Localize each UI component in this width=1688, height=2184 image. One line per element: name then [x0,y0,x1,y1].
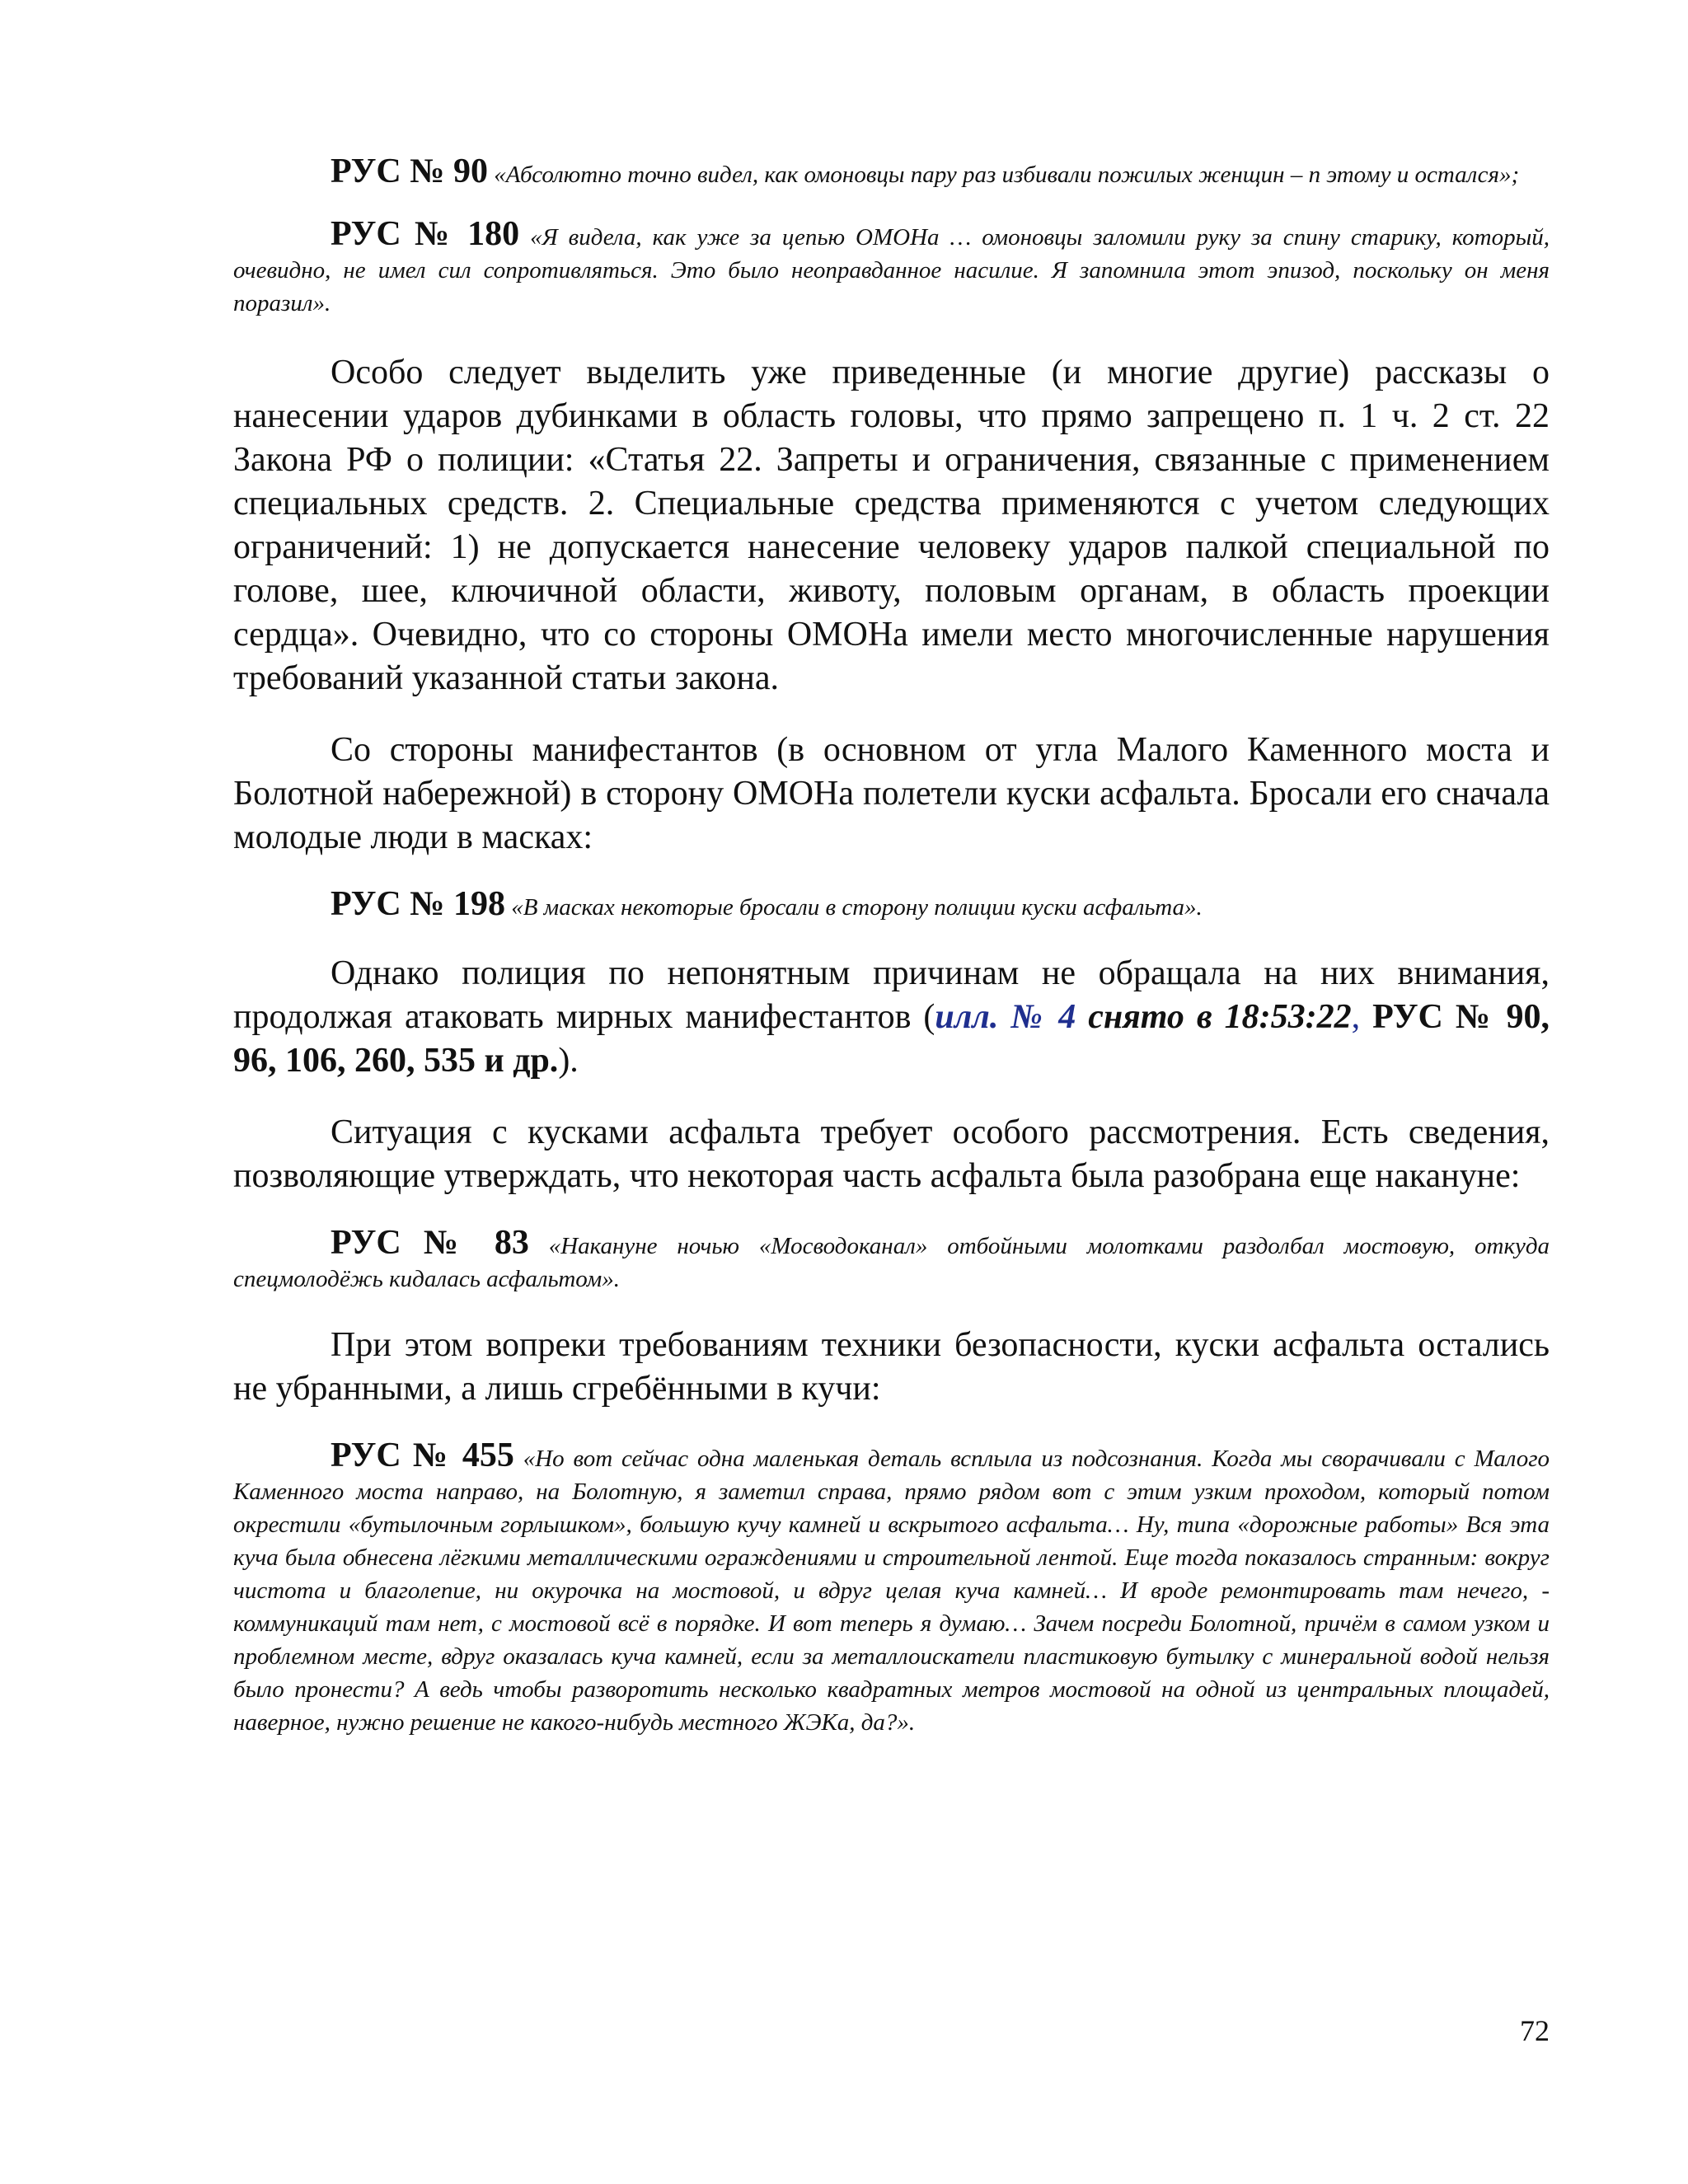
quote-text: «Но вот сейчас одна маленькая деталь всплыла из подсознания. Когда мы сворачивали с Малого Каменного моста направо, на Болотную, я заметил справа, прямо рядом вот с этим узким проходом, который потом окрестили «бутылочным горлышком», большую кучу камней и вскрытого асфальта… Ну, типа «дорожные работы» Вся эта куча была обнесена лёгкими металлическими ограждениями и строительной лентой. Еще тогда показалось странным: вокруг чистота и благолепие, ни окурочка на мостовой, и вдруг целая куча камней… И вроде ремонтировать там нечего, - коммуникаций там нет, с мостовой всё в порядке. И вот теперь я думаю… Зачем посреди Болотной, причём в самом узком и проблемном месте, вдруг оказалась куча камней, если за металлоискатели пластиковую бутылку с минеральной водой нельзя было пронести? А ведь чтобы разворотить несколько квадратных метров мостовой на одной из центральных площадей, наверное, нужно решение не какого-нибудь местного ЖЭКа, да?». [233,1446,1550,1736]
paragraph-asphalt-situation: Ситуация с кусками асфальта требует особого рассмотрения. Есть сведения, позволяющие утверждать, что некоторая часть асфальта была разобрана еще накануне: [233,1113,1550,1195]
quote-rus-90 [233,152,1550,191]
quote-rus-455 [233,1436,1550,1739]
document-body [233,152,1550,1739]
quote-label: РУС № 90 [331,152,488,190]
quote-rus-83 [233,1226,1550,1296]
quote-label: РУС № 180 [331,215,520,253]
paragraph-text: Однако полиция по непонятным причинам не обращала на них внимания, продолжая атаковать мирных манифестантов ( [233,954,1550,1036]
quote-text: «Я видела, как уже за цепью ОМОНа … омоновцы заломили руку за спину старику, который, очевидно, не имел сил сопротивляться. Это было неоправданное насилие. Я запомнила этот эпизод, поскольку он меня поразил». [233,224,1550,316]
quote-text: «Накануне ночью «Мосводоканал» отбойными молотками раздолбал мостовую, откуда спецмолодёжь кидалась асфальтом». [233,1233,1550,1292]
paragraph-police-ignored [233,952,1550,1083]
quote-rus-198 [233,885,1550,924]
rus-references: РУС № 90, 96, 106, 260, 535 и др. [233,998,1550,1080]
quote-text: «Абсолютно точно видел, как омоновцы пару раз избивали пожилых женщин – п этому и остался»; [487,162,1520,188]
paragraph-safety-violation: При этом вопреки требованиям техники безопасности, куски асфальта остались не убранными, а лишь сгребёнными в кучи: [233,1326,1550,1408]
quote-label: РУС № 198 [331,885,505,923]
quote-text: «В масках некоторые бросали в сторону полиции куски асфальта». [504,894,1203,921]
quote-rus-180 [233,215,1550,320]
reference-comma: , [1351,998,1361,1036]
paragraph-law-violation: Особо следует выделить уже приведенные (и многие другие) рассказы о нанесении ударов дубинками в область головы, что прямо запрещено п. 1 ч. 2 ст. 22 Закона РФ о полиции: «Статья 22. Запреты и ограничения, связанные с применением специальных средств. 2. Специальные средства применяются с учетом следующих ограничений: 1) не допускается нанесение человеку ударов палкой специальной по голове, шее, ключичной области, животу, половым органам, в область проекции сердца». Очевидно, что со стороны ОМОНа имели место многочисленные нарушения требований указанной статьи закона. [233,354,1550,697]
paragraph-asphalt-thrown: Со стороны манифестантов (в основном от угла Малого Каменного моста и Болотной набережной) в сторону ОМОНа полетели куски асфальта. Бросали его сначала молодые люди в масках: [233,731,1550,856]
paragraph-end: ). [558,1042,579,1080]
illustration-time: снято в 18:53:22 [1076,998,1352,1036]
page-number: 72 [1520,2014,1550,2047]
quote-label: РУС № 455 [331,1436,514,1474]
illustration-reference: илл. № 4 [935,998,1076,1036]
quote-label: РУС № 83 [331,1224,529,1262]
